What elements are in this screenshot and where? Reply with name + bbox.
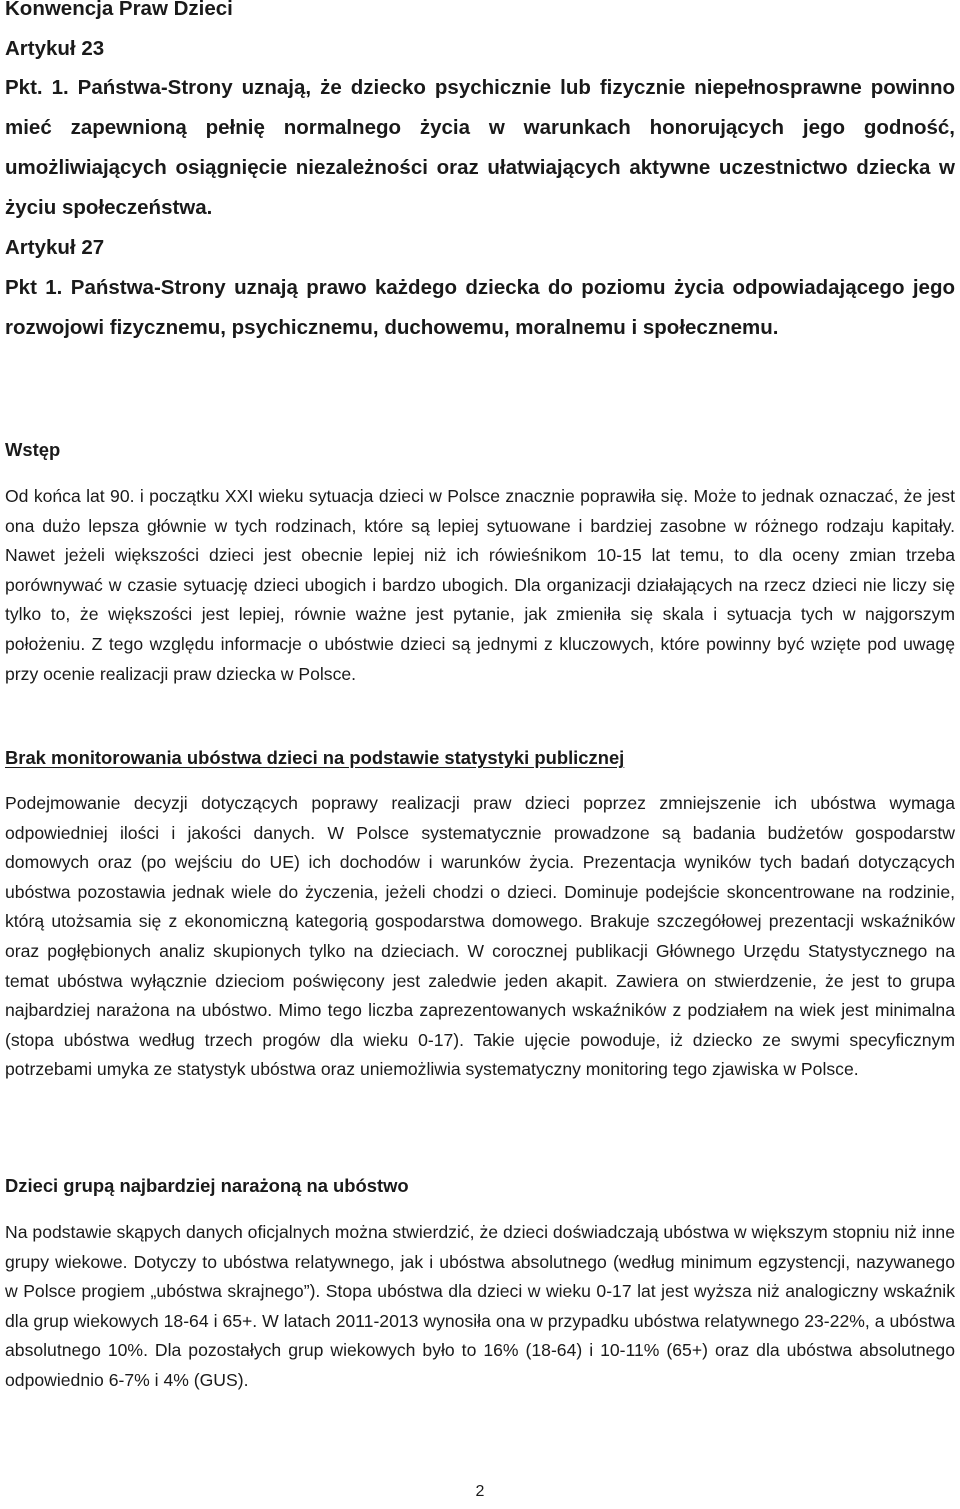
section-heading-poverty: Dzieci grupą najbardziej narażoną na ubóstwo xyxy=(5,1175,409,1196)
article-23-heading: Artykuł 23 xyxy=(5,37,105,60)
page-number: 2 xyxy=(475,1483,485,1500)
section-heading-monitoring-text: Brak monitorowania ubóstwa dzieci na podstawie statystyki publicznej xyxy=(5,747,625,768)
article-23-text: Pkt. 1. Państwa-Strony uznają, że dziecko psychicznie lub fizycznie niepełnosprawne powinno mieć zapewnioną pełnię normalnego życia w warunkach honorujących jego godność, umożliwiających osiągnięcie niezależności oraz ułatwiających aktywne uczestnictwo dziecka w życiu społeczeństwa. xyxy=(5,76,955,219)
intro-paragraph: Od końca lat 90. i początku XXI wieku sytuacja dzieci w Polsce znacznie poprawiła się. Może to jednak oznaczać, że jest ona dużo lepsza głównie w tych rodzinach, które są lepiej sytuowane i bardziej zasobne w różnego rodzaju kapitały. Nawet jeżeli większości dzieci jest obecnie lepiej niż ich rówieśnikom 10-15 lat temu, to dla oceny zmian trzeba porównywać w czasie sytuację dzieci ubogich i bardzo ubogich. Dla organizacji działających na rzecz dzieci nie liczy się tylko to, że większości jest lepiej, równie ważne jest pytanie, jak zmieniła się skala i sytuacja tych w najgorszym położeniu. Z tego względu informacje o ubóstwie dzieci są jednymi z kluczowych, które powinny być wzięte pod uwagę przy ocenie realizacji praw dziecka w Polsce. xyxy=(5,486,955,684)
article-27-text: Pkt 1. Państwa-Strony uznają prawo każdego dziecka do poziomu życia odpowiadającego jego rozwojowi fizycznemu, psychicznemu, duchowemu, moralnemu i społecznemu. xyxy=(5,276,955,339)
section-paragraph-monitoring: Podejmowanie decyzji dotyczących poprawy realizacji praw dzieci poprzez zmniejszenie ich ubóstwa wymaga odpowiedniej ilości i jakości danych. W Polsce systematycznie prowadzone są badania budżetów gospodarstw domowych oraz (po wejściu do UE) ich dochodów i warunków życia. Prezentacja wyników tych badań dotyczących ubóstwa pozostawia jednak wiele do życzenia, jeżeli chodzi o dzieci. Dominuje podejście skoncentrowane na rodzinie, którą utożsamia się z ekonomiczną kategorią gospodarstwa domowego. Brakuje szczegółowej prezentacji wskaźników oraz pogłębionych analiz skupionych tylko na dzieciach. W corocznej publikacji Głównego Urzędu Statystycznego na temat ubóstwa wyłącznie dzieciom poświęcony jest zaledwie jeden akapit. Zawiera on stwierdzenie, że jest to grupa najbardziej narażona na ubóstwo. Mimo tego liczba zaprezentowanych wskaźników z podziałem na wiek jest minimalna (stopa ubóstwa według trzech progów dla wieku 0-17). Takie ujęcie powoduje, iż dziecko ze swymi specyficznym potrzebami umyka ze statystyk ubóstwa oraz uniemożliwia systematyczny monitoring tego zjawiska w Polsce. xyxy=(5,793,955,1080)
section-paragraph-poverty: Na podstawie skąpych danych oficjalnych można stwierdzić, że dzieci doświadczają ubóstwa w większym stopniu niż inne grupy wiekowe. Dotyczy to ubóstwa relatywnego, jak i ubóstwa absolutnego (według minimum egzystencji, nazywanego w Polsce progiem „ubóstwa skrajnego”). Stopa ubóstwa dla dzieci w wieku 0-17 lat jest wyższa niż analogiczny wskaźnik dla grup wiekowych 18-64 i 65+. W latach 2011-2013 wynosiła ona w przypadku ubóstwa relatywnego 23-22%, a ubóstwa absolutnego 10%. Dla pozostałych grup wiekowych było to 16% (18-64) i 10-11% (65+) oraz dla ubóstwa absolutnego odpowiednio 6-7% i 4% (GUS). xyxy=(5,1222,955,1390)
intro-heading: Wstęp xyxy=(5,439,61,460)
document-title: Konwencja Praw Dzieci xyxy=(5,0,233,20)
article-27-heading: Artykuł 27 xyxy=(5,236,105,259)
section-heading-monitoring xyxy=(5,743,624,773)
